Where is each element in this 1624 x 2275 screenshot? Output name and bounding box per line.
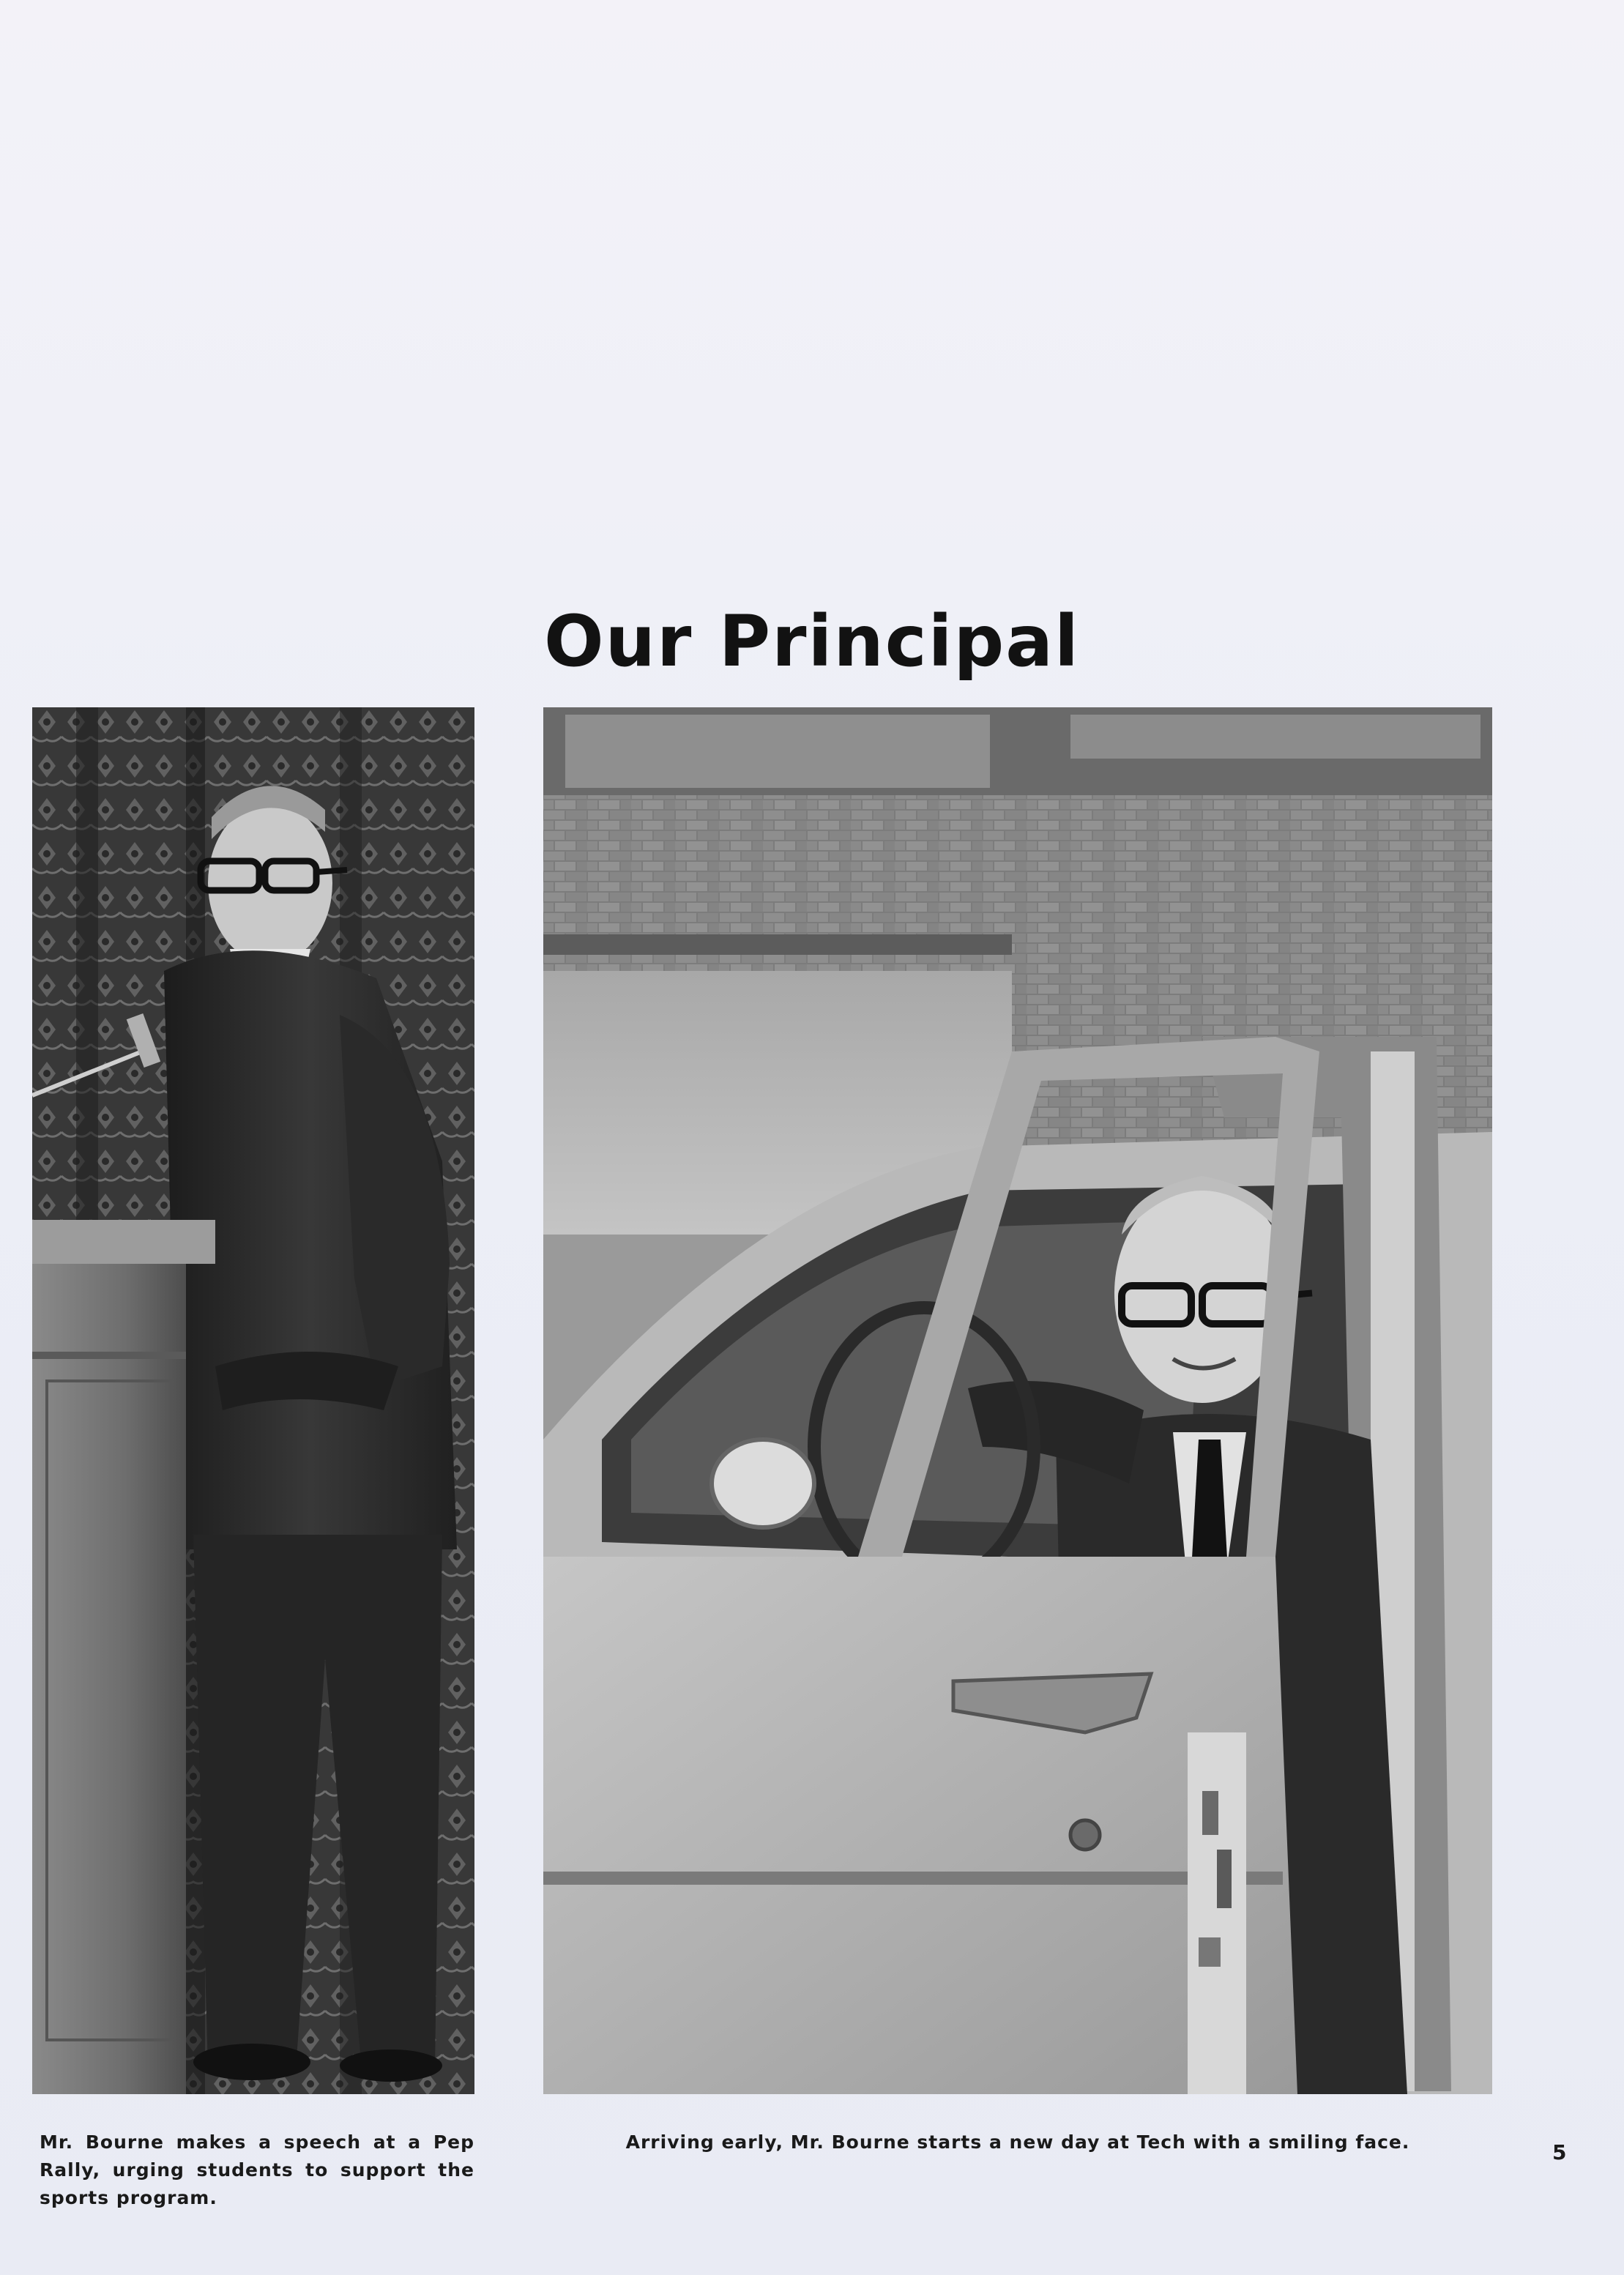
speech-photo-caption: Mr. Bourne makes a speech at a Pep Rally, urging students to support the sports program. bbox=[40, 2131, 474, 2208]
page-number: 5 bbox=[1552, 2140, 1567, 2164]
car-photo-caption: Arriving early, Mr. Bourne starts a new day at Tech with a smiling face. bbox=[625, 2131, 1410, 2153]
speech-photo bbox=[32, 707, 474, 2094]
car-arrival-photo bbox=[543, 707, 1492, 2094]
page-title: Our Principal bbox=[544, 600, 1080, 682]
